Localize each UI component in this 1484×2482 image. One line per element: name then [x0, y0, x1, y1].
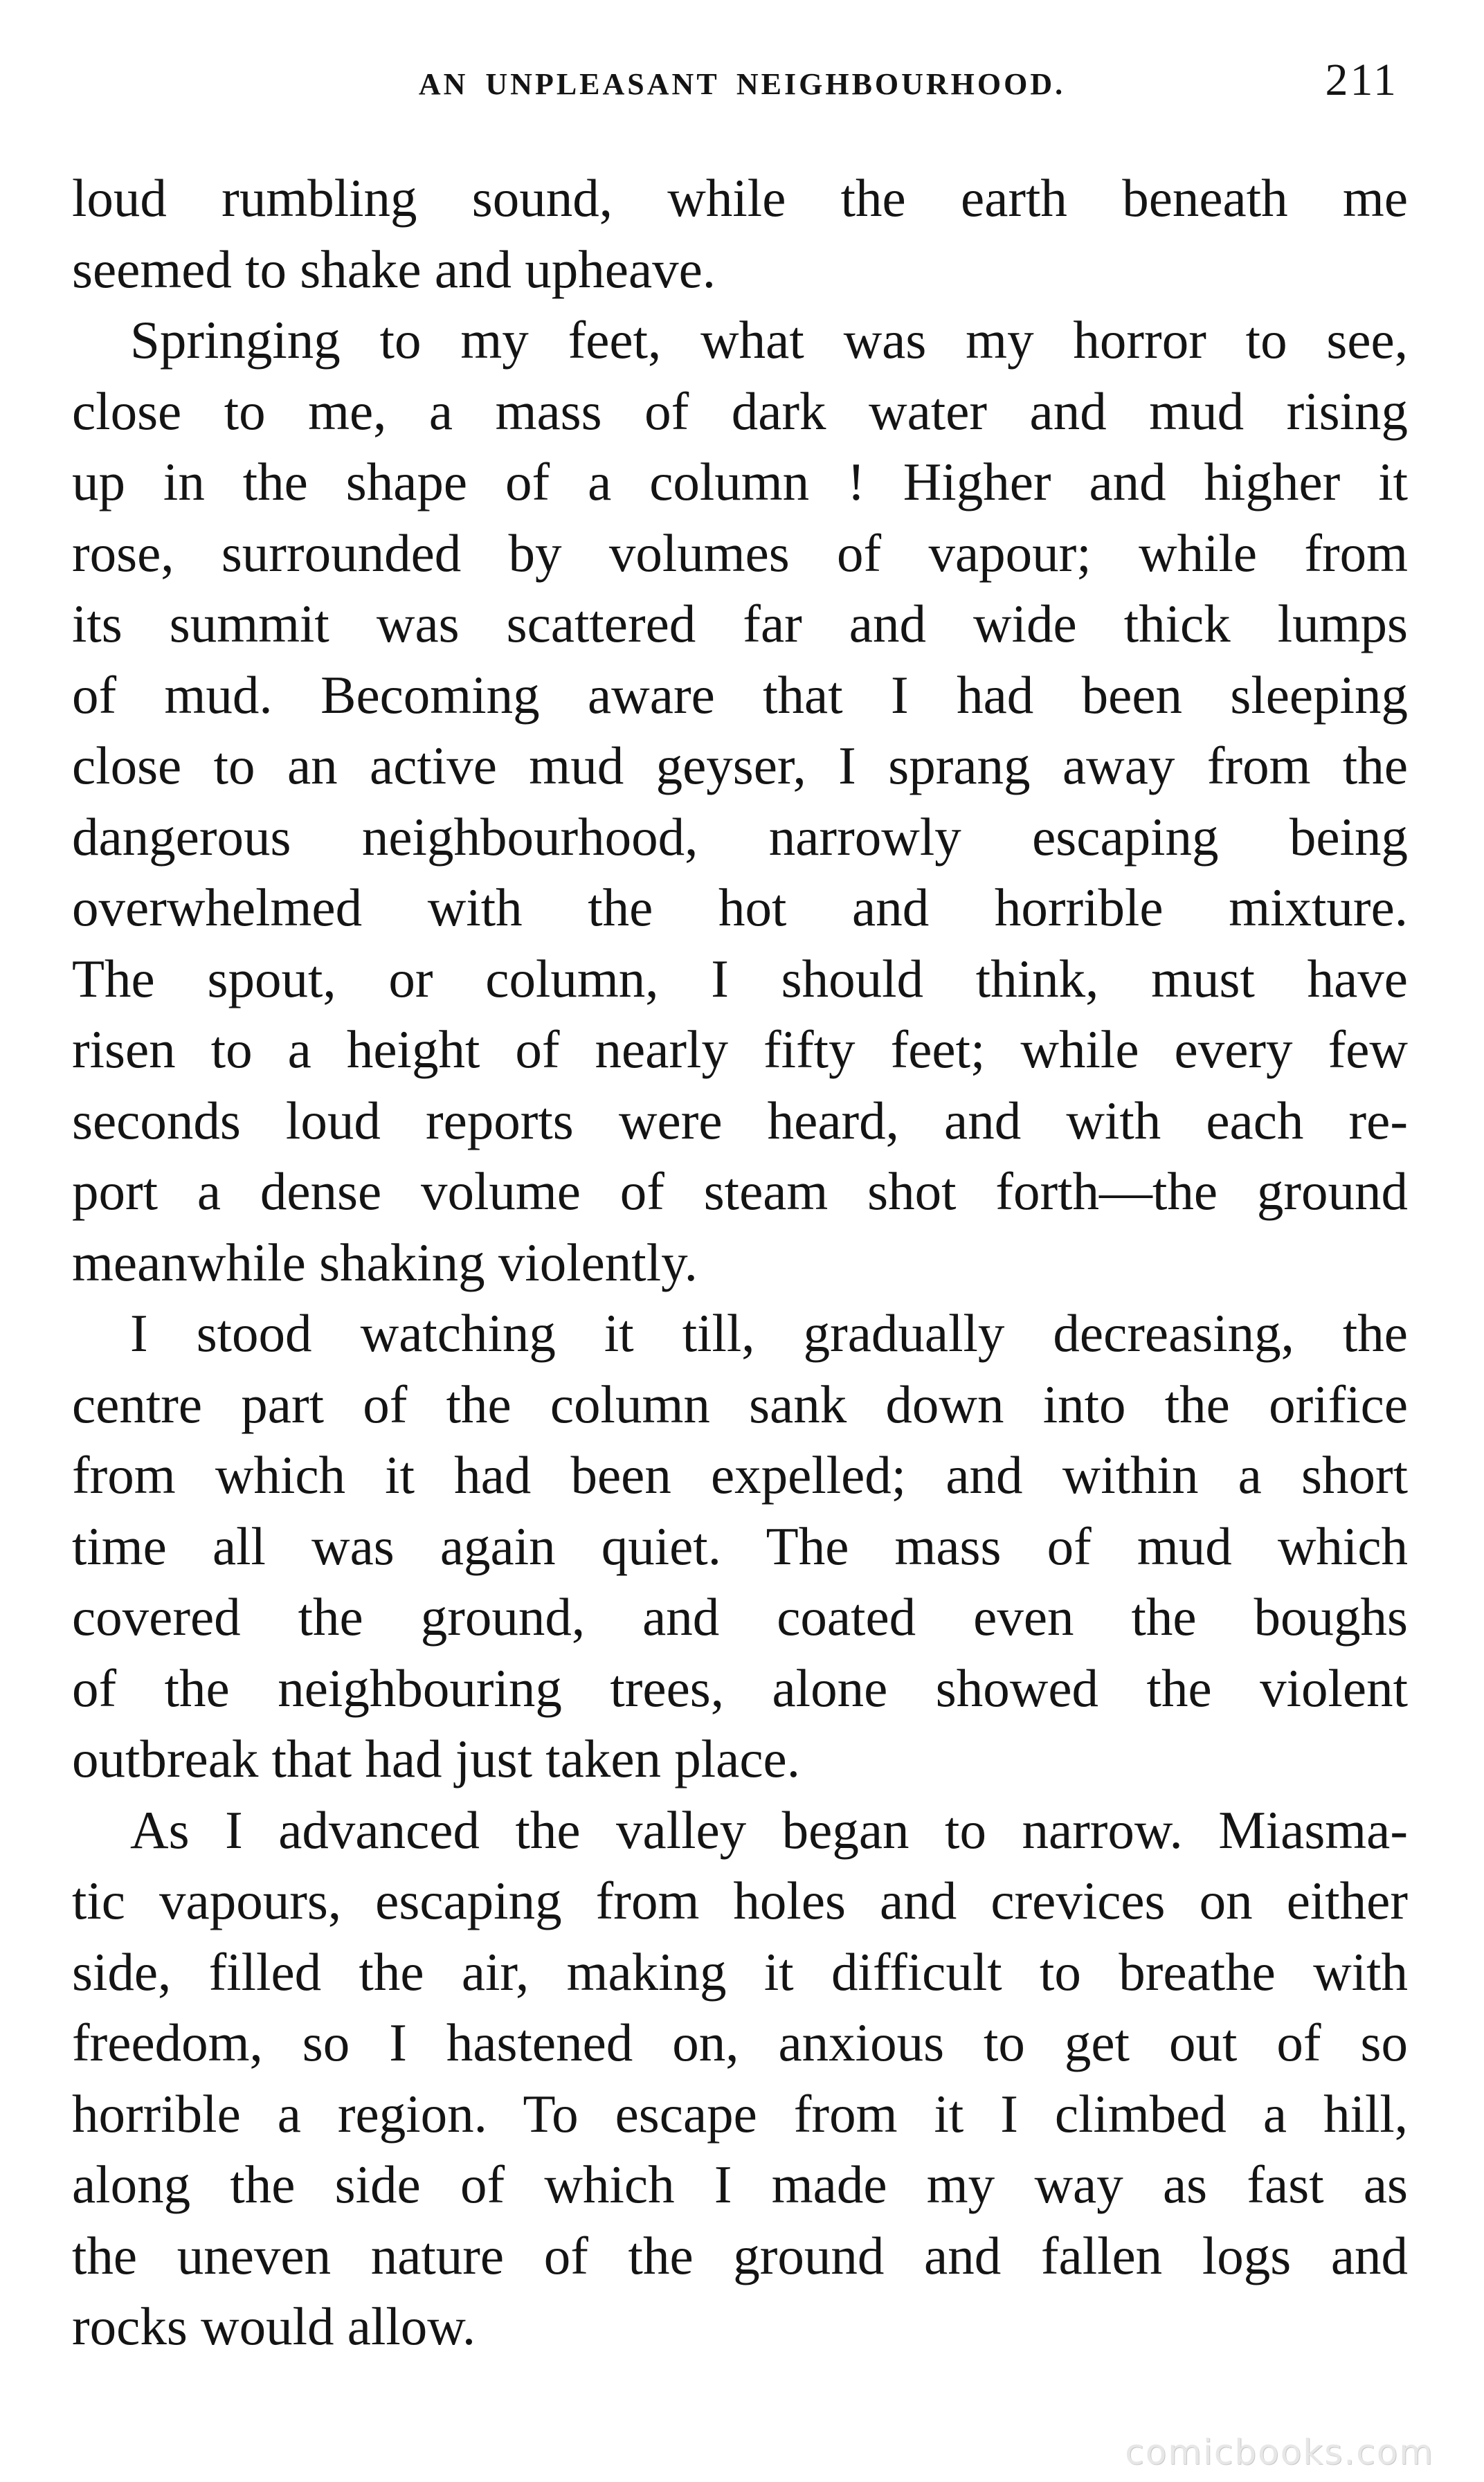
text-line: of mud. Becoming aware that I had been sleeping — [72, 664, 1408, 725]
text-line: I stood watching it till, gradually decreasing, the — [130, 1303, 1408, 1363]
running-title: AN UNPLEASANT NEIGHBOURHOOD. — [418, 67, 1066, 101]
text-line: side, filled the air, making it difficult to breathe with — [72, 1941, 1408, 2002]
text-line: risen to a height of nearly fifty feet; while every few — [72, 1020, 1408, 1079]
text-line: close to me, a mass of dark water and mud rising — [72, 381, 1408, 441]
body-text — [72, 163, 1408, 2362]
text-line: meanwhile shaking violently. — [72, 1232, 698, 1292]
text-line: along the side of which I made my way as fast as — [72, 2155, 1408, 2214]
text-line: dangerous neighbourhood, narrowly escaping being — [72, 806, 1408, 867]
text-line: covered the ground, and coated even the boughs — [72, 1587, 1408, 1647]
paragraph — [72, 305, 1408, 1298]
text-line: up in the shape of a column ! Higher and higher it — [72, 452, 1408, 511]
text-line: outbreak that had just taken place. — [72, 1729, 800, 1788]
text-line: rose, surrounded by volumes of vapour; while from — [72, 523, 1408, 583]
text-line: horrible a region. To escape from it I climbed a hill, — [72, 2083, 1408, 2144]
text-line: close to an active mud geyser, I sprang away from the — [72, 736, 1408, 795]
paragraph — [72, 1298, 1408, 1795]
text-line: centre part of the column sank down into the orifice — [72, 1374, 1408, 1434]
text-line: time all was again quiet. The mass of mud which — [72, 1516, 1408, 1576]
text-line: rocks would allow. — [72, 2297, 476, 2356]
text-line: port a dense volume of steam shot forth—the ground — [72, 1161, 1408, 1221]
text-line: of the neighbouring trees, alone showed the violent — [72, 1658, 1408, 1718]
text-line: its summit was scattered far and wide thick lumps — [72, 594, 1408, 653]
running-head — [72, 54, 1412, 116]
paragraph — [72, 163, 1408, 305]
text-line: seconds loud reports were heard, and with each re- — [72, 1090, 1408, 1150]
text-line: freedom, so I hastened on, anxious to get out of so — [72, 2013, 1408, 2072]
paragraph — [72, 1795, 1408, 2362]
text-line: As I advanced the valley began to narrow. Miasma- — [130, 1800, 1408, 1860]
text-line: Springing to my feet, what was my horror to see, — [130, 310, 1408, 370]
text-line: tic vapours, escaping from holes and crevices on either — [72, 1871, 1408, 1930]
watermark: comicbooks.com — [1125, 2432, 1434, 2472]
text-line: overwhelmed with the hot and horrible mixture. — [72, 878, 1408, 937]
text-line: from which it had been expelled; and within a short — [72, 1445, 1408, 1505]
text-line: loud rumbling sound, while the earth beneath me — [72, 168, 1408, 228]
text-line: seemed to shake and upheave. — [72, 239, 716, 299]
page-number: 211 — [1325, 55, 1398, 105]
text-line: The spout, or column, I should think, must have — [72, 948, 1408, 1008]
text-line: the uneven nature of the ground and fallen logs and — [72, 2225, 1408, 2285]
